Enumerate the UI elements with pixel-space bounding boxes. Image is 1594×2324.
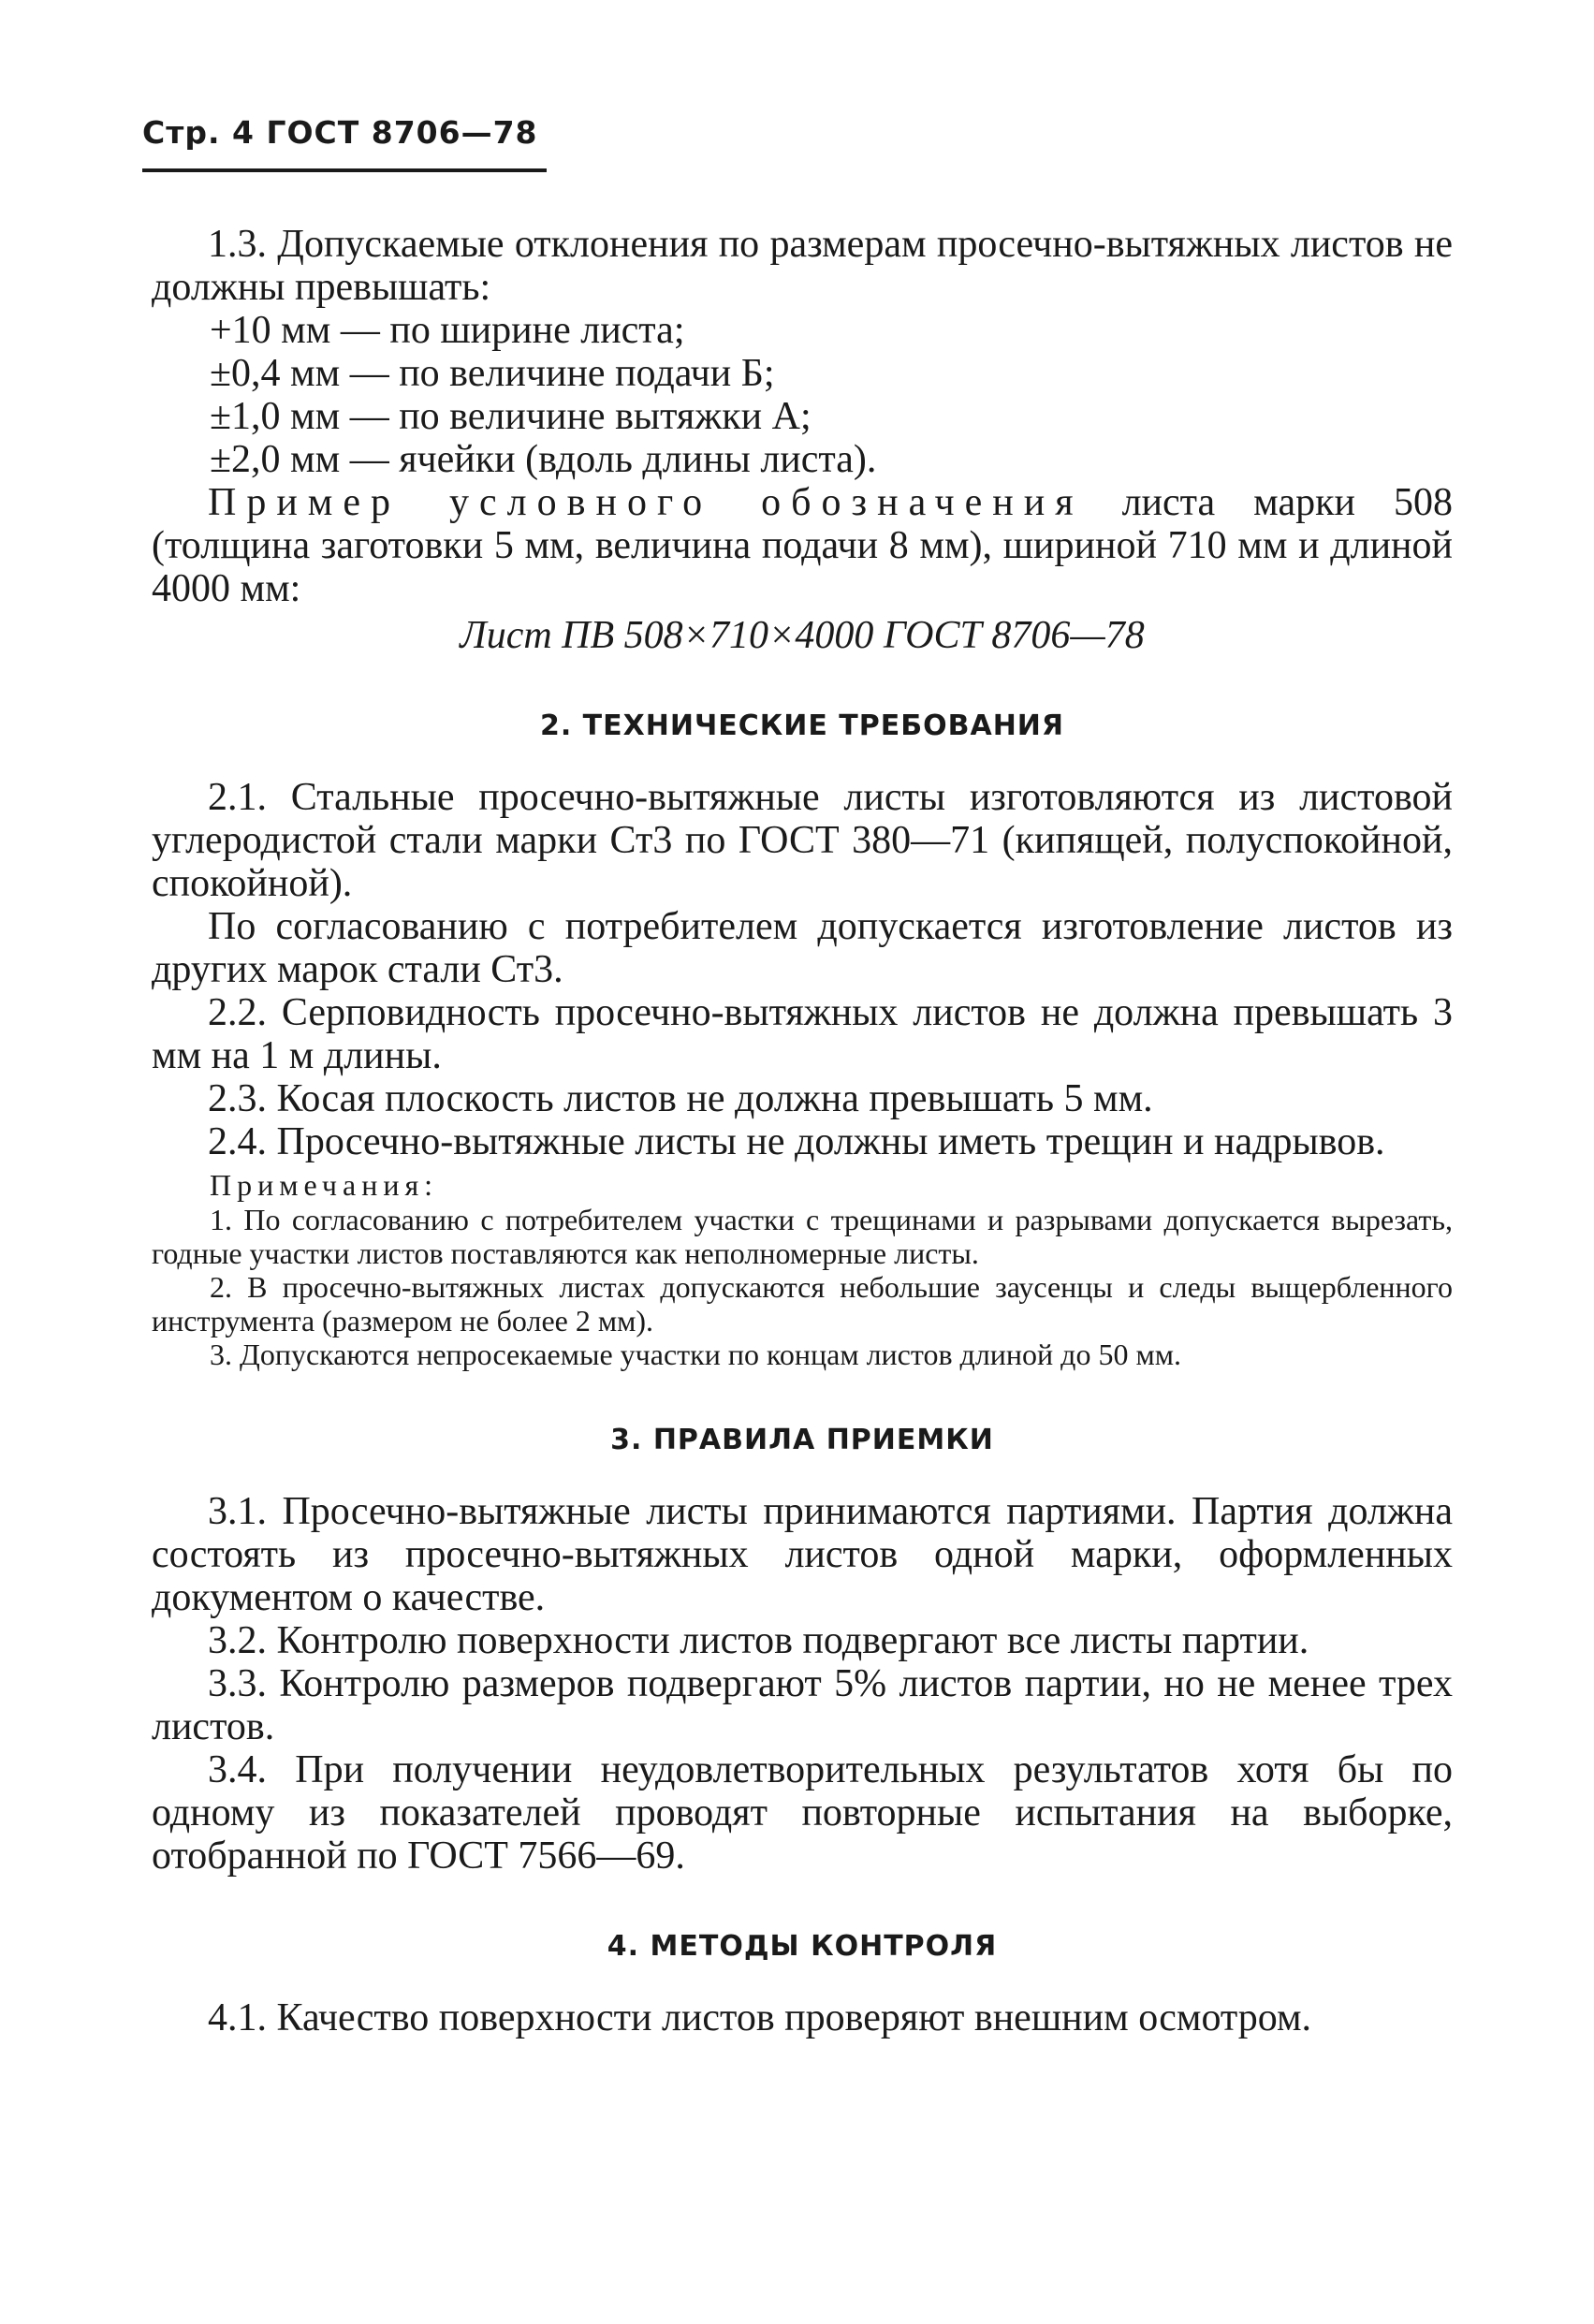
clause-2-3: 2.3. Косая плоскость листов не должна превышать 5 мм. (208, 1077, 1153, 1120)
designation-example (152, 481, 1453, 610)
section-3-title: 3. ПРАВИЛА ПРИЕМКИ (610, 1424, 994, 1456)
note-3: 3. Допускаются непросекаемые участки по концам листов длиной до 50 мм. (210, 1337, 1181, 1371)
note-1: 1. По согласованию с потребителем участки с трещинами и разрывами допускается вырезать, годные участки листов поставляются как неполномерные листы. (152, 1203, 1453, 1270)
clause-4-1: 4.1. Качество поверхности листов проверяют внешним осмотром. (208, 1996, 1312, 2039)
example-rest: листа марки 508 (толщина заготовки 5 мм, величина подачи 8 мм), шириной 710 мм и длиной 4000 мм: (152, 481, 1453, 610)
notes-title: Примечания: (210, 1168, 439, 1202)
clause-2-1: 2.1. Стальные просечно-вытяжные листы изготовляются из листовой углеродистой стали марки Ст3 по ГОСТ 380—71 (кипящей, полуспокойной, спокойной). (152, 776, 1453, 905)
page-number: Стр. 4 (142, 114, 255, 151)
tolerance-stretch: ±1,0 мм — по величине вытяжки А; (210, 395, 812, 438)
standard-id: ГОСТ 8706—78 (266, 114, 538, 151)
clause-3-2: 3.2. Контролю поверхности листов подвергают все листы партии. (208, 1619, 1309, 1662)
example-lead: Пример условного обозначения (208, 481, 1084, 524)
clause-1-3: 1.3. Допускаемые отклонения по размерам просечно-вытяжных листов не должны превышать: (152, 223, 1453, 309)
header-rule (142, 168, 547, 172)
clause-2-2: 2.2. Серповидность просечно-вытяжных листов не должна превышать 3 мм на 1 м длины. (152, 991, 1453, 1077)
tolerance-feed: ±0,4 мм — по величине подачи Б; (210, 352, 775, 395)
section-4-title: 4. МЕТОДЫ КОНТРОЛЯ (607, 1930, 998, 1963)
clause-3-4: 3.4. При получении неудовлетворительных результатов хотя бы по одному из показателей проводят повторные испытания на выборке, отобранной по ГОСТ 7566—69. (152, 1748, 1453, 1878)
tolerance-cell: ±2,0 мм — ячейки (вдоль длины листа). (210, 438, 877, 481)
note-2: 2. В просечно-вытяжных листах допускаются небольшие заусенцы и следы выщербленного инструмента (размером не более 2 мм). (152, 1270, 1453, 1337)
page-header (142, 114, 538, 151)
section-2-title: 2. ТЕХНИЧЕСКИЕ ТРЕБОВАНИЯ (539, 709, 1065, 742)
tolerance-width: +10 мм — по ширине листа; (210, 309, 685, 352)
clause-3-3: 3.3. Контролю размеров подвергают 5% листов партии, но не менее трех листов. (152, 1662, 1453, 1748)
clause-2-4: 2.4. Просечно-вытяжные листы не должны иметь трещин и надрывов. (208, 1120, 1385, 1163)
page-body (152, 223, 1453, 2039)
clause-2-1-agreement: По согласованию с потребителем допускается изготовление листов из других марок стали Ст3. (152, 905, 1453, 991)
designation-formula: Лист ПВ 508×710×4000 ГОСТ 8706—78 (460, 614, 1145, 657)
clause-3-1: 3.1. Просечно-вытяжные листы принимаются партиями. Партия должна состоять из просечно-вытяжных листов одной марки, оформленных документом о качестве. (152, 1490, 1453, 1619)
